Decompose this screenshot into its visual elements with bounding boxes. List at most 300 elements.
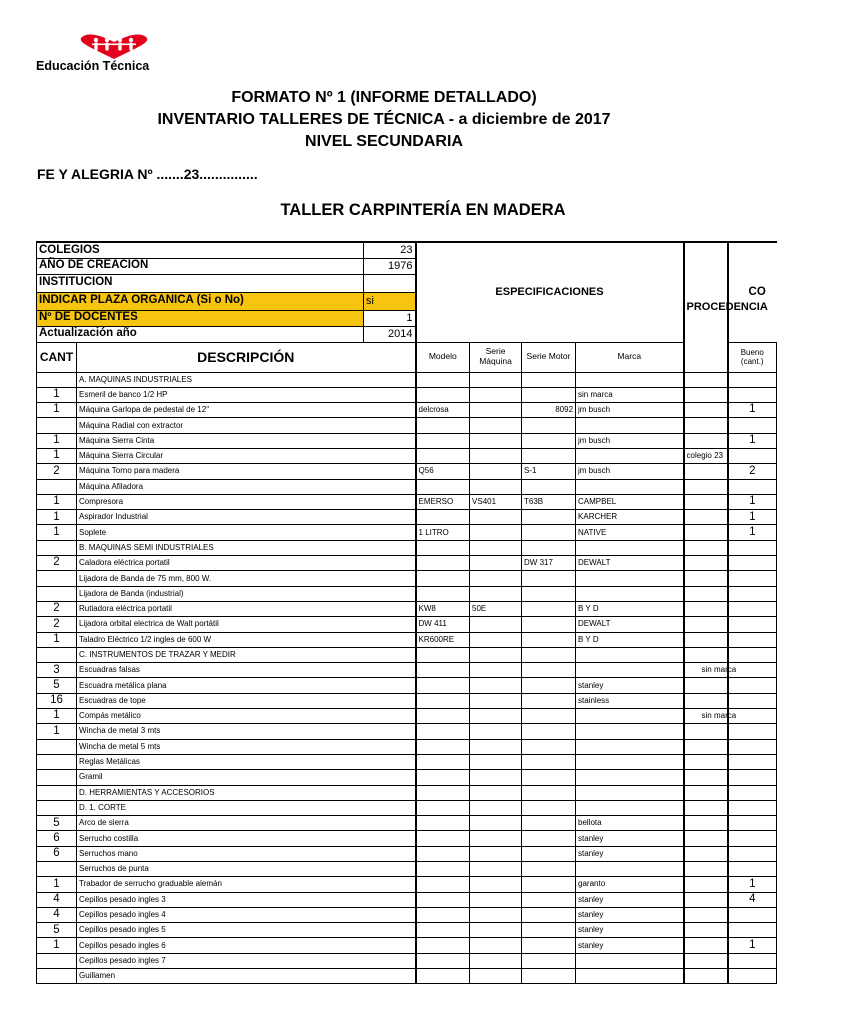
modelo-cell[interactable] xyxy=(416,647,470,662)
bueno-cell[interactable] xyxy=(728,831,777,846)
marca-cell[interactable]: stanley xyxy=(576,923,684,938)
serie-maquina-cell[interactable] xyxy=(470,479,522,494)
serie-motor-cell[interactable] xyxy=(522,448,576,463)
bueno-cell[interactable] xyxy=(728,632,777,647)
marca-cell[interactable] xyxy=(576,418,684,433)
descripcion-cell[interactable]: C. INSTRUMENTOS DE TRAZAR Y MEDIR xyxy=(77,647,416,662)
procedencia-cell[interactable] xyxy=(684,571,728,586)
serie-motor-cell[interactable]: T63B xyxy=(522,494,576,509)
serie-maquina-cell[interactable] xyxy=(470,969,522,984)
cant-cell[interactable]: 1 xyxy=(37,632,77,647)
serie-maquina-cell[interactable] xyxy=(470,923,522,938)
procedencia-cell[interactable] xyxy=(684,387,728,402)
serie-maquina-cell[interactable]: VS401 xyxy=(470,494,522,509)
serie-maquina-cell[interactable] xyxy=(470,433,522,448)
marca-cell[interactable]: stanley xyxy=(576,678,684,693)
descripcion-cell[interactable]: Rutiadora eléctrica portatil xyxy=(77,601,416,616)
bueno-cell[interactable] xyxy=(728,724,777,739)
descripcion-cell[interactable]: Escuadras falsas xyxy=(77,663,416,678)
serie-motor-cell[interactable] xyxy=(522,923,576,938)
modelo-cell[interactable] xyxy=(416,739,470,754)
serie-motor-cell[interactable] xyxy=(522,617,576,632)
marca-cell[interactable] xyxy=(576,739,684,754)
serie-motor-cell[interactable] xyxy=(522,632,576,647)
descripcion-cell[interactable]: Soplete xyxy=(77,525,416,540)
cant-cell[interactable]: 1 xyxy=(37,433,77,448)
modelo-cell[interactable] xyxy=(416,724,470,739)
serie-motor-cell[interactable] xyxy=(522,663,576,678)
serie-motor-cell[interactable] xyxy=(522,969,576,984)
modelo-cell[interactable] xyxy=(416,969,470,984)
marca-cell[interactable] xyxy=(576,479,684,494)
serie-maquina-cell[interactable] xyxy=(470,647,522,662)
cant-cell[interactable] xyxy=(37,372,77,387)
procedencia-cell[interactable] xyxy=(684,433,728,448)
serie-maquina-cell[interactable] xyxy=(470,892,522,907)
marca-cell[interactable] xyxy=(576,448,684,463)
serie-maquina-cell[interactable] xyxy=(470,846,522,861)
descripcion-cell[interactable]: Reglas Metálicas xyxy=(77,754,416,769)
serie-motor-cell[interactable] xyxy=(522,571,576,586)
descripcion-cell[interactable]: Compresora xyxy=(77,494,416,509)
descripcion-cell[interactable]: Serruchos mano xyxy=(77,846,416,861)
modelo-cell[interactable] xyxy=(416,448,470,463)
modelo-cell[interactable] xyxy=(416,678,470,693)
bueno-cell[interactable]: 1 xyxy=(728,877,777,892)
serie-maquina-cell[interactable] xyxy=(470,938,522,953)
procedencia-cell[interactable] xyxy=(684,816,728,831)
descripcion-cell[interactable]: Máquina Radial con extractor xyxy=(77,418,416,433)
bueno-cell[interactable] xyxy=(728,678,777,693)
serie-maquina-cell[interactable] xyxy=(470,816,522,831)
marca-cell[interactable]: jm busch xyxy=(576,464,684,479)
marca-cell[interactable]: KARCHER xyxy=(576,510,684,525)
cant-cell[interactable]: 6 xyxy=(37,846,77,861)
serie-motor-cell[interactable] xyxy=(522,754,576,769)
serie-maquina-cell[interactable] xyxy=(470,418,522,433)
cant-cell[interactable]: 1 xyxy=(37,525,77,540)
procedencia-cell[interactable]: sin marca xyxy=(684,663,728,678)
modelo-cell[interactable] xyxy=(416,387,470,402)
descripcion-cell[interactable]: Wincha de metal 3 mts xyxy=(77,724,416,739)
serie-maquina-cell[interactable] xyxy=(470,724,522,739)
descripcion-cell[interactable]: Lijadora de Banda (industrial) xyxy=(77,586,416,601)
procedencia-cell[interactable] xyxy=(684,479,728,494)
bueno-cell[interactable] xyxy=(728,387,777,402)
serie-motor-cell[interactable] xyxy=(522,800,576,815)
bueno-cell[interactable] xyxy=(728,907,777,922)
cant-cell[interactable]: 4 xyxy=(37,892,77,907)
marca-cell[interactable]: stanley xyxy=(576,938,684,953)
serie-motor-cell[interactable] xyxy=(522,785,576,800)
marca-cell[interactable]: stanley xyxy=(576,907,684,922)
procedencia-cell[interactable] xyxy=(684,494,728,509)
descripcion-cell[interactable]: Cepillos pesado ingles 4 xyxy=(77,907,416,922)
marca-cell[interactable]: B Y D xyxy=(576,601,684,616)
serie-maquina-cell[interactable] xyxy=(470,525,522,540)
descripcion-cell[interactable]: Cepillos pesado ingles 7 xyxy=(77,953,416,968)
procedencia-cell[interactable] xyxy=(684,892,728,907)
serie-motor-cell[interactable] xyxy=(522,601,576,616)
marca-cell[interactable] xyxy=(576,540,684,555)
serie-maquina-cell[interactable] xyxy=(470,754,522,769)
marca-cell[interactable]: bellota xyxy=(576,816,684,831)
serie-motor-cell[interactable] xyxy=(522,816,576,831)
modelo-cell[interactable] xyxy=(416,663,470,678)
bueno-cell[interactable] xyxy=(728,647,777,662)
cant-cell[interactable]: 1 xyxy=(37,510,77,525)
cant-cell[interactable] xyxy=(37,862,77,877)
cant-cell[interactable]: 5 xyxy=(37,816,77,831)
serie-motor-cell[interactable] xyxy=(522,387,576,402)
serie-motor-cell[interactable] xyxy=(522,831,576,846)
serie-maquina-cell[interactable] xyxy=(470,403,522,418)
bueno-cell[interactable] xyxy=(728,448,777,463)
marca-cell[interactable] xyxy=(576,953,684,968)
bueno-cell[interactable] xyxy=(728,601,777,616)
cant-cell[interactable]: 1 xyxy=(37,403,77,418)
procedencia-cell[interactable]: colegio 23 xyxy=(684,448,728,463)
serie-maquina-cell[interactable] xyxy=(470,785,522,800)
marca-cell[interactable] xyxy=(576,724,684,739)
modelo-cell[interactable] xyxy=(416,846,470,861)
descripcion-cell[interactable]: B. MAQUINAS SEMI INDUSTRIALES xyxy=(77,540,416,555)
procedencia-cell[interactable] xyxy=(684,510,728,525)
marca-cell[interactable] xyxy=(576,571,684,586)
marca-cell[interactable]: B Y D xyxy=(576,632,684,647)
modelo-cell[interactable] xyxy=(416,953,470,968)
descripcion-cell[interactable]: Máquina Torno para madera xyxy=(77,464,416,479)
modelo-cell[interactable] xyxy=(416,693,470,708)
serie-motor-cell[interactable] xyxy=(522,846,576,861)
bueno-cell[interactable] xyxy=(728,846,777,861)
descripcion-cell[interactable]: Serrucho costilla xyxy=(77,831,416,846)
cant-cell[interactable]: 5 xyxy=(37,678,77,693)
bueno-cell[interactable] xyxy=(728,739,777,754)
serie-motor-cell[interactable] xyxy=(522,372,576,387)
serie-motor-cell[interactable] xyxy=(522,418,576,433)
modelo-cell[interactable] xyxy=(416,709,470,724)
marca-cell[interactable] xyxy=(576,663,684,678)
cant-cell[interactable] xyxy=(37,800,77,815)
procedencia-cell[interactable] xyxy=(684,877,728,892)
cant-cell[interactable] xyxy=(37,953,77,968)
cant-cell[interactable] xyxy=(37,770,77,785)
descripcion-cell[interactable]: Escuadras de tope xyxy=(77,693,416,708)
procedencia-cell[interactable] xyxy=(684,372,728,387)
procedencia-cell[interactable]: sin marca xyxy=(684,709,728,724)
cant-cell[interactable]: 1 xyxy=(37,938,77,953)
descripcion-cell[interactable]: Cepillos pesado ingles 3 xyxy=(77,892,416,907)
bueno-cell[interactable] xyxy=(728,693,777,708)
modelo-cell[interactable] xyxy=(416,938,470,953)
marca-cell[interactable]: jm busch xyxy=(576,433,684,448)
serie-maquina-cell[interactable]: 50E xyxy=(470,601,522,616)
serie-maquina-cell[interactable] xyxy=(470,739,522,754)
serie-maquina-cell[interactable] xyxy=(470,387,522,402)
serie-motor-cell[interactable] xyxy=(522,877,576,892)
bueno-cell[interactable] xyxy=(728,969,777,984)
descripcion-cell[interactable]: A. MAQUINAS INDUSTRIALES xyxy=(77,372,416,387)
bueno-cell[interactable] xyxy=(728,923,777,938)
marca-cell[interactable]: sin marca xyxy=(576,387,684,402)
descripcion-cell[interactable]: Gramil xyxy=(77,770,416,785)
bueno-cell[interactable]: 1 xyxy=(728,494,777,509)
modelo-cell[interactable] xyxy=(416,586,470,601)
cant-cell[interactable]: 2 xyxy=(37,617,77,632)
cant-cell[interactable]: 1 xyxy=(37,448,77,463)
descripcion-cell[interactable]: Serruchos de punta xyxy=(77,862,416,877)
serie-maquina-cell[interactable] xyxy=(470,862,522,877)
cant-cell[interactable] xyxy=(37,571,77,586)
bueno-cell[interactable] xyxy=(728,953,777,968)
procedencia-cell[interactable] xyxy=(684,938,728,953)
descripcion-cell[interactable]: Wincha de metal 5 mts xyxy=(77,739,416,754)
modelo-cell[interactable]: delcrosa xyxy=(416,403,470,418)
marca-cell[interactable] xyxy=(576,709,684,724)
modelo-cell[interactable] xyxy=(416,831,470,846)
serie-maquina-cell[interactable] xyxy=(470,510,522,525)
marca-cell[interactable]: stanley xyxy=(576,831,684,846)
descripcion-cell[interactable]: Arco de sierra xyxy=(77,816,416,831)
modelo-cell[interactable] xyxy=(416,372,470,387)
descripcion-cell[interactable]: Máquina Sierra Circular xyxy=(77,448,416,463)
modelo-cell[interactable] xyxy=(416,800,470,815)
procedencia-cell[interactable] xyxy=(684,846,728,861)
modelo-cell[interactable] xyxy=(416,862,470,877)
serie-motor-cell[interactable] xyxy=(522,647,576,662)
modelo-cell[interactable] xyxy=(416,754,470,769)
modelo-cell[interactable] xyxy=(416,418,470,433)
marca-cell[interactable]: stainless xyxy=(576,693,684,708)
bueno-cell[interactable]: 1 xyxy=(728,510,777,525)
serie-maquina-cell[interactable] xyxy=(470,540,522,555)
procedencia-cell[interactable] xyxy=(684,403,728,418)
procedencia-cell[interactable] xyxy=(684,907,728,922)
modelo-cell[interactable] xyxy=(416,479,470,494)
serie-maquina-cell[interactable] xyxy=(470,586,522,601)
descripcion-cell[interactable]: Lijadora orbital electrica de Walt portátil xyxy=(77,617,416,632)
serie-maquina-cell[interactable] xyxy=(470,831,522,846)
serie-maquina-cell[interactable] xyxy=(470,770,522,785)
modelo-cell[interactable] xyxy=(416,571,470,586)
bueno-cell[interactable]: 2 xyxy=(728,464,777,479)
procedencia-cell[interactable] xyxy=(684,831,728,846)
bueno-cell[interactable] xyxy=(728,540,777,555)
cant-cell[interactable]: 6 xyxy=(37,831,77,846)
descripcion-cell[interactable]: D. 1. CORTE xyxy=(77,800,416,815)
cant-cell[interactable]: 1 xyxy=(37,877,77,892)
serie-motor-cell[interactable] xyxy=(522,693,576,708)
modelo-cell[interactable] xyxy=(416,907,470,922)
procedencia-cell[interactable] xyxy=(684,586,728,601)
serie-motor-cell[interactable]: 8092 xyxy=(522,403,576,418)
descripcion-cell[interactable]: Esmeril de banco 1/2 HP xyxy=(77,387,416,402)
modelo-cell[interactable]: Q56 xyxy=(416,464,470,479)
cant-cell[interactable]: 2 xyxy=(37,464,77,479)
procedencia-cell[interactable] xyxy=(684,617,728,632)
modelo-cell[interactable] xyxy=(416,816,470,831)
marca-cell[interactable] xyxy=(576,586,684,601)
modelo-cell[interactable] xyxy=(416,785,470,800)
modelo-cell[interactable]: KW8 xyxy=(416,601,470,616)
bueno-cell[interactable] xyxy=(728,816,777,831)
descripcion-cell[interactable]: Caladora eléctrica portatil xyxy=(77,556,416,571)
bueno-cell[interactable] xyxy=(728,862,777,877)
cant-cell[interactable] xyxy=(37,739,77,754)
serie-motor-cell[interactable] xyxy=(522,586,576,601)
procedencia-cell[interactable] xyxy=(684,754,728,769)
marca-cell[interactable] xyxy=(576,969,684,984)
bueno-cell[interactable] xyxy=(728,479,777,494)
procedencia-cell[interactable] xyxy=(684,693,728,708)
serie-motor-cell[interactable] xyxy=(522,938,576,953)
bueno-cell[interactable] xyxy=(728,556,777,571)
modelo-cell[interactable]: DW 411 xyxy=(416,617,470,632)
serie-maquina-cell[interactable] xyxy=(470,678,522,693)
cant-cell[interactable]: 4 xyxy=(37,907,77,922)
marca-cell[interactable] xyxy=(576,647,684,662)
serie-motor-cell[interactable] xyxy=(522,510,576,525)
marca-cell[interactable] xyxy=(576,785,684,800)
bueno-cell[interactable] xyxy=(728,770,777,785)
descripcion-cell[interactable]: Guillamen xyxy=(77,969,416,984)
descripcion-cell[interactable]: Cepillos pesado ingles 5 xyxy=(77,923,416,938)
modelo-cell[interactable] xyxy=(416,770,470,785)
bueno-cell[interactable] xyxy=(728,754,777,769)
bueno-cell[interactable] xyxy=(728,418,777,433)
descripcion-cell[interactable]: D. HERRAMIENTAS Y ACCESORIOS xyxy=(77,785,416,800)
descripcion-cell[interactable]: Lijadora de Banda de 75 mm, 800 W. xyxy=(77,571,416,586)
procedencia-cell[interactable] xyxy=(684,923,728,938)
cant-cell[interactable] xyxy=(37,785,77,800)
serie-maquina-cell[interactable] xyxy=(470,877,522,892)
descripcion-cell[interactable]: Aspirador Industrial xyxy=(77,510,416,525)
serie-maquina-cell[interactable] xyxy=(470,663,522,678)
procedencia-cell[interactable] xyxy=(684,953,728,968)
cant-cell[interactable]: 3 xyxy=(37,663,77,678)
descripcion-cell[interactable]: Máquina Sierra Cinta xyxy=(77,433,416,448)
marca-cell[interactable] xyxy=(576,862,684,877)
modelo-cell[interactable] xyxy=(416,433,470,448)
modelo-cell[interactable] xyxy=(416,540,470,555)
marca-cell[interactable]: stanley xyxy=(576,892,684,907)
serie-motor-cell[interactable] xyxy=(522,525,576,540)
marca-cell[interactable] xyxy=(576,754,684,769)
serie-motor-cell[interactable] xyxy=(522,892,576,907)
cant-cell[interactable] xyxy=(37,586,77,601)
modelo-cell[interactable] xyxy=(416,923,470,938)
serie-motor-cell[interactable]: S-1 xyxy=(522,464,576,479)
docentes-value[interactable]: 1 xyxy=(364,310,416,326)
cant-cell[interactable]: 5 xyxy=(37,923,77,938)
serie-maquina-cell[interactable] xyxy=(470,556,522,571)
modelo-cell[interactable] xyxy=(416,877,470,892)
modelo-cell[interactable] xyxy=(416,510,470,525)
procedencia-cell[interactable] xyxy=(684,678,728,693)
procedencia-cell[interactable] xyxy=(684,525,728,540)
bueno-cell[interactable] xyxy=(728,571,777,586)
marca-cell[interactable] xyxy=(576,372,684,387)
marca-cell[interactable] xyxy=(576,770,684,785)
descripcion-cell[interactable]: Compás metálico xyxy=(77,709,416,724)
cant-cell[interactable] xyxy=(37,647,77,662)
cant-cell[interactable] xyxy=(37,479,77,494)
serie-maquina-cell[interactable] xyxy=(470,907,522,922)
cant-cell[interactable]: 2 xyxy=(37,601,77,616)
bueno-cell[interactable] xyxy=(728,617,777,632)
marca-cell[interactable]: DEWALT xyxy=(576,617,684,632)
serie-maquina-cell[interactable] xyxy=(470,953,522,968)
procedencia-cell[interactable] xyxy=(684,647,728,662)
modelo-cell[interactable] xyxy=(416,892,470,907)
descripcion-cell[interactable]: Trabador de serrucho graduable alemán xyxy=(77,877,416,892)
modelo-cell[interactable]: EMERSO xyxy=(416,494,470,509)
cant-cell[interactable] xyxy=(37,418,77,433)
serie-maquina-cell[interactable] xyxy=(470,448,522,463)
marca-cell[interactable]: stanley xyxy=(576,846,684,861)
bueno-cell[interactable]: 1 xyxy=(728,525,777,540)
procedencia-cell[interactable] xyxy=(684,862,728,877)
cant-cell[interactable] xyxy=(37,754,77,769)
descripcion-cell[interactable]: Cepillos pesado ingles 6 xyxy=(77,938,416,953)
descripcion-cell[interactable]: Máquina Afiladora xyxy=(77,479,416,494)
cant-cell[interactable]: 16 xyxy=(37,693,77,708)
cant-cell[interactable]: 1 xyxy=(37,709,77,724)
descripcion-cell[interactable]: Taladro Eléctrico 1/2 ingles de 600 W xyxy=(77,632,416,647)
modelo-cell[interactable]: 1 LITRO xyxy=(416,525,470,540)
marca-cell[interactable]: DEWALT xyxy=(576,556,684,571)
plaza-value[interactable]: si xyxy=(364,292,416,310)
marca-cell[interactable]: garanto xyxy=(576,877,684,892)
cant-cell[interactable]: 1 xyxy=(37,387,77,402)
cant-cell[interactable]: 2 xyxy=(37,556,77,571)
procedencia-cell[interactable] xyxy=(684,739,728,754)
serie-maquina-cell[interactable] xyxy=(470,709,522,724)
serie-motor-cell[interactable]: DW 317 xyxy=(522,556,576,571)
serie-motor-cell[interactable] xyxy=(522,953,576,968)
modelo-cell[interactable] xyxy=(416,556,470,571)
serie-maquina-cell[interactable] xyxy=(470,632,522,647)
marca-cell[interactable]: CAMPBEL xyxy=(576,494,684,509)
procedencia-cell[interactable] xyxy=(684,969,728,984)
bueno-cell[interactable] xyxy=(728,800,777,815)
serie-motor-cell[interactable] xyxy=(522,678,576,693)
bueno-cell[interactable] xyxy=(728,785,777,800)
cant-cell[interactable]: 1 xyxy=(37,494,77,509)
bueno-cell[interactable]: 1 xyxy=(728,938,777,953)
marca-cell[interactable] xyxy=(576,800,684,815)
serie-motor-cell[interactable] xyxy=(522,709,576,724)
serie-maquina-cell[interactable] xyxy=(470,617,522,632)
marca-cell[interactable]: NATIVE xyxy=(576,525,684,540)
serie-motor-cell[interactable] xyxy=(522,770,576,785)
procedencia-cell[interactable] xyxy=(684,418,728,433)
procedencia-cell[interactable] xyxy=(684,540,728,555)
procedencia-cell[interactable] xyxy=(684,770,728,785)
bueno-cell[interactable]: 1 xyxy=(728,433,777,448)
bueno-cell[interactable] xyxy=(728,586,777,601)
cant-cell[interactable]: 1 xyxy=(37,724,77,739)
serie-maquina-cell[interactable] xyxy=(470,693,522,708)
bueno-cell[interactable]: 1 xyxy=(728,403,777,418)
cant-cell[interactable] xyxy=(37,969,77,984)
serie-motor-cell[interactable] xyxy=(522,907,576,922)
serie-maquina-cell[interactable] xyxy=(470,372,522,387)
serie-maquina-cell[interactable] xyxy=(470,800,522,815)
serie-maquina-cell[interactable] xyxy=(470,571,522,586)
procedencia-cell[interactable] xyxy=(684,785,728,800)
